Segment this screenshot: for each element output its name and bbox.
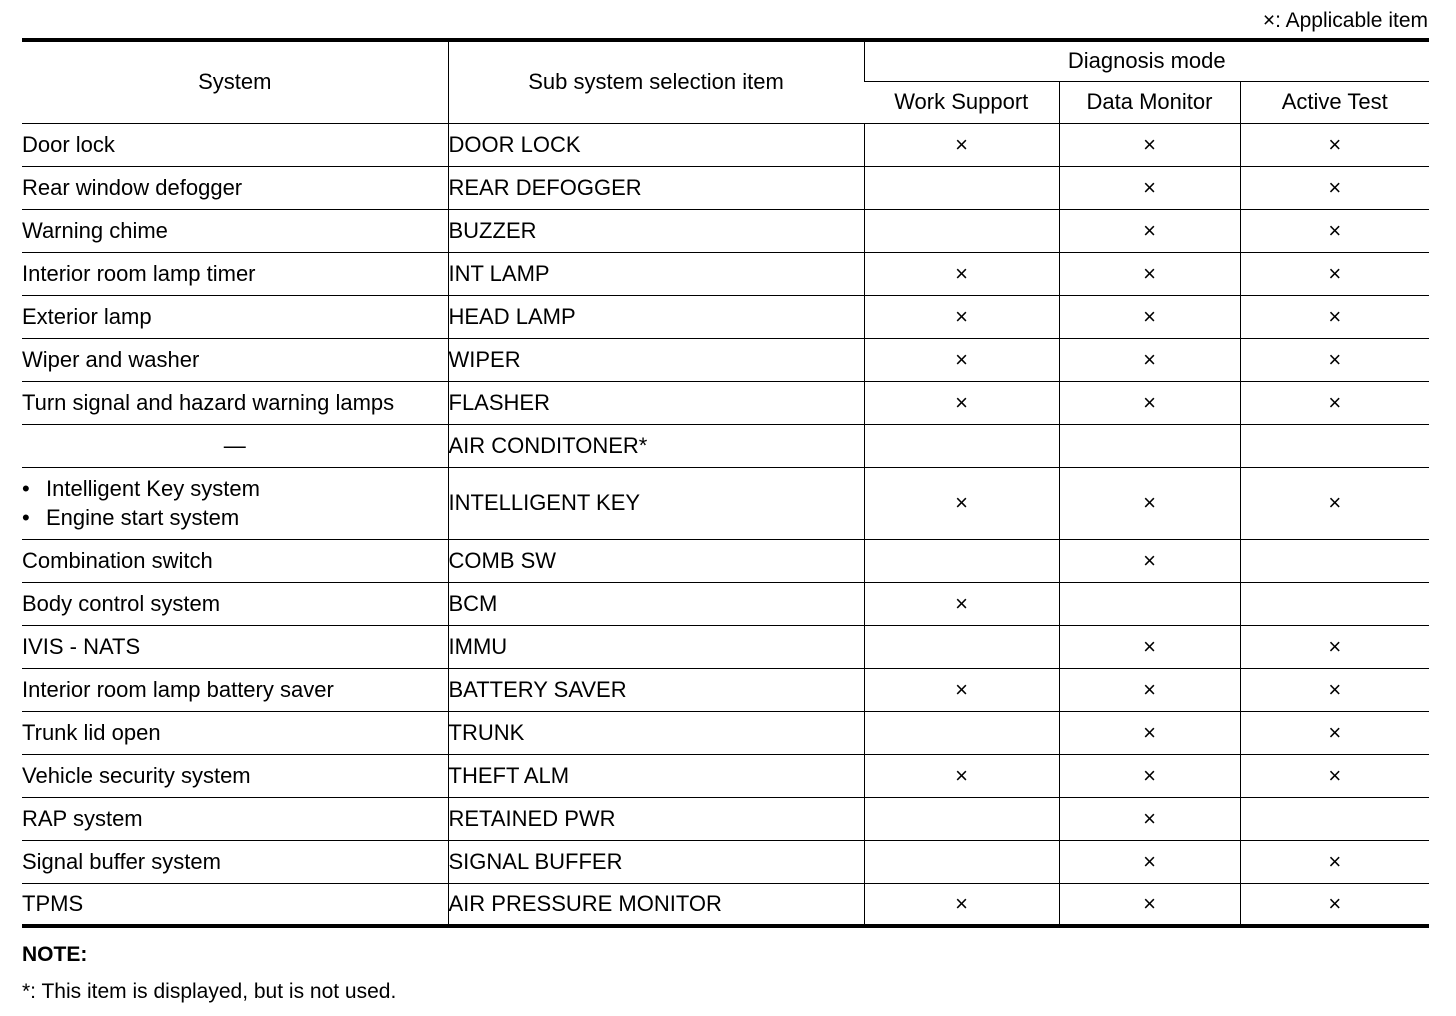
cell-sub-system: AIR PRESSURE MONITOR <box>448 883 864 926</box>
cell-work-support: × <box>864 467 1059 539</box>
cell-sub-system: TRUNK <box>448 711 864 754</box>
cell-active-test: × <box>1240 883 1429 926</box>
cell-work-support <box>864 166 1059 209</box>
cell-system: RAP system <box>22 797 448 840</box>
cell-active-test <box>1240 539 1429 582</box>
cell-active-test: × <box>1240 625 1429 668</box>
cell-data-monitor: × <box>1059 539 1240 582</box>
cell-work-support <box>864 539 1059 582</box>
table-row <box>22 582 1429 625</box>
cell-active-test: × <box>1240 295 1429 338</box>
table-row <box>22 166 1429 209</box>
cell-sub-system: SIGNAL BUFFER <box>448 840 864 883</box>
cell-system: TPMS <box>22 883 448 926</box>
table-header <box>22 40 1429 123</box>
cell-data-monitor: × <box>1059 295 1240 338</box>
cell-system: Warning chime <box>22 209 448 252</box>
cell-active-test: × <box>1240 166 1429 209</box>
cell-sub-system: INTELLIGENT KEY <box>448 467 864 539</box>
cell-system: Wiper and washer <box>22 338 448 381</box>
cell-sub-system: RETAINED PWR <box>448 797 864 840</box>
cell-data-monitor: × <box>1059 840 1240 883</box>
cell-work-support: × <box>864 252 1059 295</box>
cell-work-support: × <box>864 338 1059 381</box>
cell-sub-system: COMB SW <box>448 539 864 582</box>
cell-sub-system: INT LAMP <box>448 252 864 295</box>
cell-work-support: × <box>864 668 1059 711</box>
cell-active-test: × <box>1240 711 1429 754</box>
table-row <box>22 754 1429 797</box>
cell-system: Door lock <box>22 123 448 166</box>
table-row <box>22 711 1429 754</box>
table-row <box>22 797 1429 840</box>
cell-data-monitor: × <box>1059 209 1240 252</box>
header-system: System <box>22 40 448 123</box>
header-active-test: Active Test <box>1240 81 1429 123</box>
cell-sub-system: BCM <box>448 582 864 625</box>
cell-system <box>22 467 448 539</box>
cell-sub-system: DOOR LOCK <box>448 123 864 166</box>
footnote: *: This item is displayed, but is not used. <box>22 980 397 1003</box>
cell-system: Turn signal and hazard warning lamps <box>22 381 448 424</box>
cell-data-monitor: × <box>1059 123 1240 166</box>
table-row <box>22 123 1429 166</box>
cell-active-test: × <box>1240 754 1429 797</box>
cell-work-support: × <box>864 582 1059 625</box>
cell-sub-system: BUZZER <box>448 209 864 252</box>
cell-data-monitor: × <box>1059 668 1240 711</box>
cell-sub-system: AIR CONDITONER* <box>448 424 864 467</box>
cell-data-monitor: × <box>1059 166 1240 209</box>
cell-data-monitor: × <box>1059 252 1240 295</box>
table-row <box>22 467 1429 539</box>
cell-data-monitor: × <box>1059 625 1240 668</box>
cell-system: Signal buffer system <box>22 840 448 883</box>
cell-sub-system: REAR DEFOGGER <box>448 166 864 209</box>
cell-sub-system: THEFT ALM <box>448 754 864 797</box>
cell-data-monitor: × <box>1059 754 1240 797</box>
table-row <box>22 252 1429 295</box>
system-bullet-item <box>22 474 448 503</box>
cell-system: Vehicle security system <box>22 754 448 797</box>
diagnosis-table <box>22 38 1429 928</box>
cell-data-monitor <box>1059 424 1240 467</box>
cell-work-support <box>864 840 1059 883</box>
system-bullet-text: Engine start system <box>46 505 240 530</box>
table-row <box>22 668 1429 711</box>
cell-sub-system: BATTERY SAVER <box>448 668 864 711</box>
cell-work-support <box>864 797 1059 840</box>
cell-data-monitor <box>1059 582 1240 625</box>
header-work-support: Work Support <box>864 81 1059 123</box>
table-row <box>22 840 1429 883</box>
cell-active-test <box>1240 582 1429 625</box>
cell-system: IVIS - NATS <box>22 625 448 668</box>
cell-work-support: × <box>864 883 1059 926</box>
cell-data-monitor: × <box>1059 711 1240 754</box>
cell-active-test: × <box>1240 209 1429 252</box>
table-body <box>22 123 1429 926</box>
cell-sub-system: FLASHER <box>448 381 864 424</box>
cell-active-test: × <box>1240 840 1429 883</box>
table-row <box>22 424 1429 467</box>
cell-system: Combination switch <box>22 539 448 582</box>
table-row <box>22 883 1429 926</box>
cell-work-support: × <box>864 754 1059 797</box>
system-bullet-text: Intelligent Key system <box>46 476 260 501</box>
cell-active-test: × <box>1240 338 1429 381</box>
cell-work-support <box>864 625 1059 668</box>
table-row <box>22 295 1429 338</box>
cell-active-test: × <box>1240 467 1429 539</box>
cell-work-support: × <box>864 123 1059 166</box>
table-row <box>22 209 1429 252</box>
cell-sub-system: WIPER <box>448 338 864 381</box>
cell-data-monitor: × <box>1059 797 1240 840</box>
table-row <box>22 381 1429 424</box>
bullet-dot-icon: • <box>22 476 30 501</box>
cell-sub-system: IMMU <box>448 625 864 668</box>
table-row <box>22 625 1429 668</box>
cell-sub-system: HEAD LAMP <box>448 295 864 338</box>
cell-active-test: × <box>1240 123 1429 166</box>
cell-work-support <box>864 424 1059 467</box>
cell-active-test: × <box>1240 381 1429 424</box>
table-row <box>22 539 1429 582</box>
cell-active-test <box>1240 424 1429 467</box>
header-diagnosis-mode: Diagnosis mode <box>864 40 1429 81</box>
cell-work-support <box>864 209 1059 252</box>
cell-system: Body control system <box>22 582 448 625</box>
cell-active-test: × <box>1240 252 1429 295</box>
cell-data-monitor: × <box>1059 467 1240 539</box>
table-row <box>22 338 1429 381</box>
cell-system: Interior room lamp timer <box>22 252 448 295</box>
cell-data-monitor: × <box>1059 381 1240 424</box>
cell-data-monitor: × <box>1059 338 1240 381</box>
header-data-monitor: Data Monitor <box>1059 81 1240 123</box>
note-title: NOTE: <box>22 943 88 966</box>
cell-active-test <box>1240 797 1429 840</box>
cell-work-support: × <box>864 295 1059 338</box>
cell-system: — <box>22 424 448 467</box>
cell-system: Trunk lid open <box>22 711 448 754</box>
cell-work-support <box>864 711 1059 754</box>
cell-system: Rear window defogger <box>22 166 448 209</box>
cell-system: Interior room lamp battery saver <box>22 668 448 711</box>
legend-applicable-item: ×: Applicable item <box>1262 9 1428 32</box>
bullet-dot-icon: • <box>22 505 30 530</box>
cell-active-test: × <box>1240 668 1429 711</box>
cell-work-support: × <box>864 381 1059 424</box>
cell-system: Exterior lamp <box>22 295 448 338</box>
cell-data-monitor: × <box>1059 883 1240 926</box>
system-bullet-item <box>22 503 448 532</box>
header-sub-system: Sub system selection item <box>448 40 864 123</box>
